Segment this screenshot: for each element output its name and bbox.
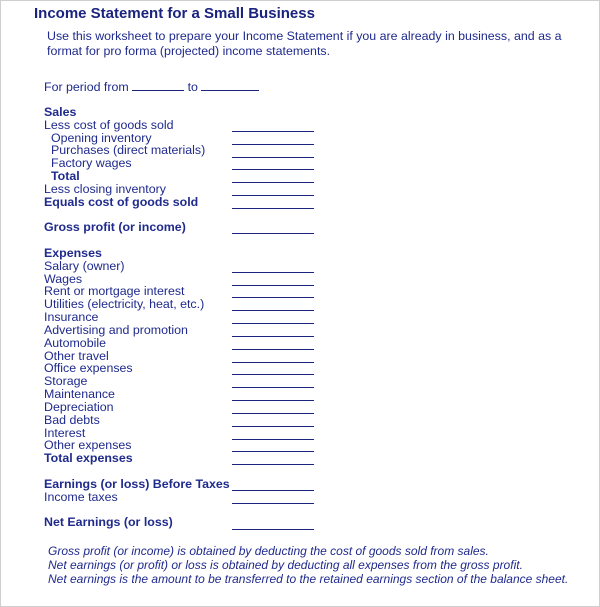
- label-salary: Salary (owner): [44, 259, 125, 273]
- field-gross-profit[interactable]: [232, 233, 314, 234]
- field-equals-cogs[interactable]: [232, 208, 314, 209]
- field-income-taxes[interactable]: [232, 503, 314, 504]
- field-interest[interactable]: [232, 439, 314, 440]
- label-total: Total: [51, 169, 80, 183]
- label-depreciation: Depreciation: [44, 400, 114, 414]
- field-total-expenses[interactable]: [232, 464, 314, 465]
- label-factory-wages: Factory wages: [51, 156, 132, 170]
- label-gross-profit: Gross profit (or income): [44, 220, 186, 234]
- heading-expenses: Expenses: [44, 246, 102, 260]
- label-insurance: Insurance: [44, 310, 99, 324]
- field-opening-inventory[interactable]: [232, 144, 314, 145]
- heading-sales: Sales: [44, 105, 77, 119]
- page-title: Income Statement for a Small Business: [34, 5, 315, 22]
- field-rent[interactable]: [232, 297, 314, 298]
- period-from-label: For period from: [44, 80, 129, 94]
- field-maintenance[interactable]: [232, 400, 314, 401]
- period-to-field[interactable]: [201, 79, 259, 91]
- period-from-field[interactable]: [132, 79, 184, 91]
- period-line: [44, 79, 259, 94]
- label-earnings-before-taxes: Earnings (or loss) Before Taxes: [44, 477, 230, 491]
- field-salary[interactable]: [232, 272, 314, 273]
- label-rent: Rent or mortgage interest: [44, 284, 185, 298]
- label-total-expenses: Total expenses: [44, 451, 133, 465]
- field-bad-debts[interactable]: [232, 426, 314, 427]
- label-interest: Interest: [44, 426, 86, 440]
- field-purchases[interactable]: [232, 157, 314, 158]
- label-maintenance: Maintenance: [44, 387, 115, 401]
- field-net-earnings[interactable]: [232, 529, 314, 530]
- footnotes: [48, 544, 568, 586]
- field-insurance[interactable]: [232, 323, 314, 324]
- field-other-travel[interactable]: [232, 362, 314, 363]
- label-net-earnings: Net Earnings (or loss): [44, 515, 173, 529]
- label-other-travel: Other travel: [44, 349, 109, 363]
- label-other-expenses: Other expenses: [44, 438, 132, 452]
- label-less-closing-inventory: Less closing inventory: [44, 182, 166, 196]
- label-equals-cogs: Equals cost of goods sold: [44, 195, 199, 209]
- field-factory-wages[interactable]: [232, 169, 314, 170]
- field-earnings-before-taxes[interactable]: [232, 490, 314, 491]
- label-bad-debts: Bad debts: [44, 413, 100, 427]
- field-utilities[interactable]: [232, 310, 314, 311]
- field-automobile[interactable]: [232, 349, 314, 350]
- label-office-expenses: Office expenses: [44, 361, 133, 375]
- label-purchases: Purchases (direct materials): [51, 143, 206, 157]
- field-advertising[interactable]: [232, 336, 314, 337]
- label-income-taxes: Income taxes: [44, 490, 118, 504]
- label-storage: Storage: [44, 374, 88, 388]
- field-wages[interactable]: [232, 285, 314, 286]
- field-other-expenses[interactable]: [232, 451, 314, 452]
- label-automobile: Automobile: [44, 336, 106, 350]
- label-advertising: Advertising and promotion: [44, 323, 188, 337]
- label-opening-inventory: Opening inventory: [51, 131, 152, 145]
- intro-text: Use this worksheet to prepare your Income Statement if you are already in business, and as a format for pro forma (projected) income statements.: [47, 29, 562, 58]
- note-net-earnings-transfer: Net earnings is the amount to be transferred to the retained earnings section of the balance sheet.: [48, 572, 569, 586]
- field-depreciation[interactable]: [232, 413, 314, 414]
- field-less-closing-inventory[interactable]: [232, 195, 314, 196]
- label-less-cogs: Less cost of goods sold: [44, 118, 174, 132]
- field-storage[interactable]: [232, 387, 314, 388]
- label-utilities: Utilities (electricity, heat, etc.): [44, 297, 205, 311]
- note-net-earnings-profit: Net earnings (or profit) or loss is obtained by deducting all expenses from the gross profit.: [48, 558, 523, 572]
- field-total[interactable]: [232, 182, 314, 183]
- note-gross-profit: Gross profit (or income) is obtained by deducting the cost of goods sold from sales.: [48, 544, 489, 558]
- period-to-label: to: [187, 80, 198, 94]
- field-less-cogs[interactable]: [232, 131, 314, 132]
- label-wages: Wages: [44, 272, 83, 286]
- field-office-expenses[interactable]: [232, 374, 314, 375]
